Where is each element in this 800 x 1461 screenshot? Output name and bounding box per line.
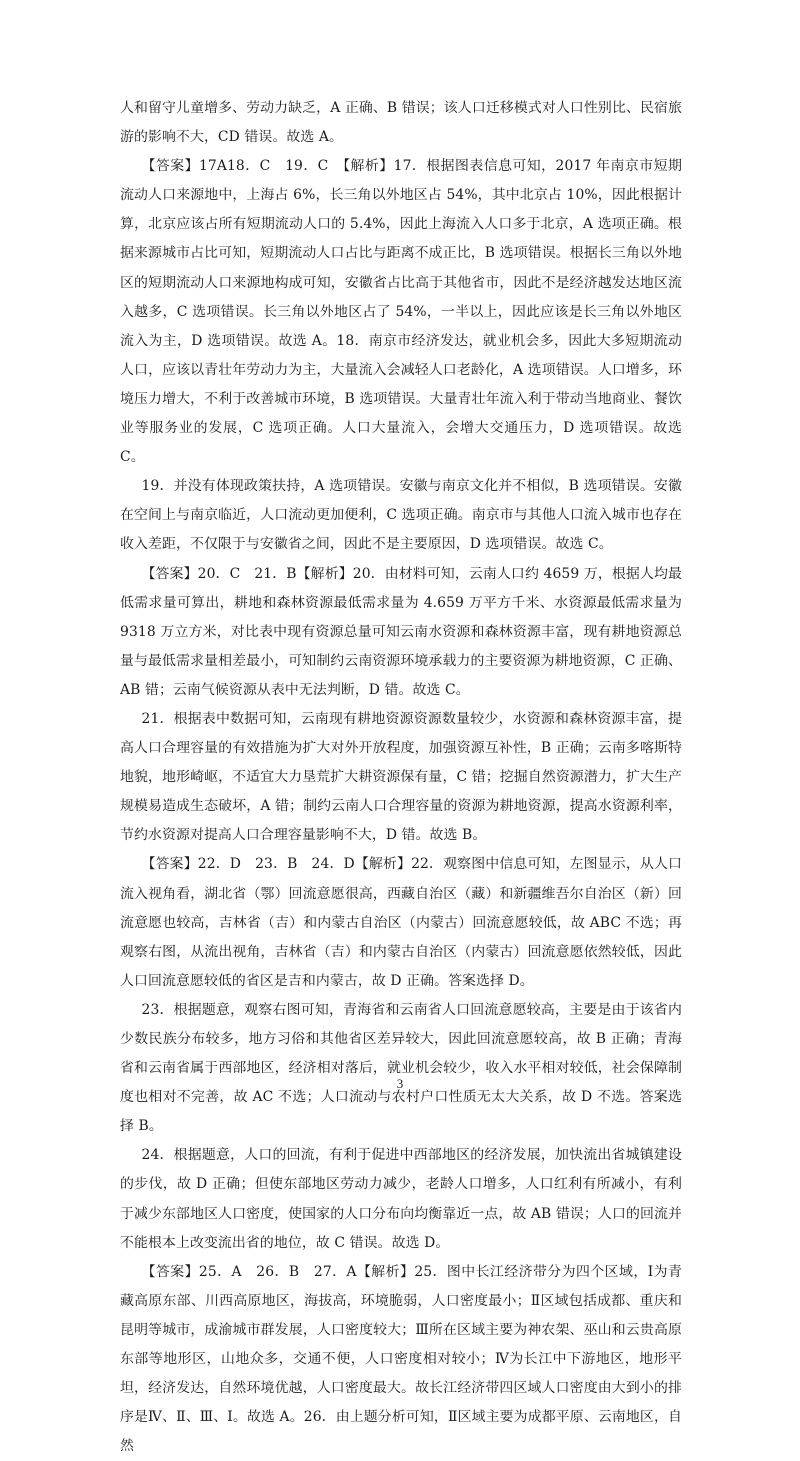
paragraph: 【答案】25．A 26．B 27．A【解析】25．图中长江经济带分为四个区域，Ⅰ为青藏高原东部、川西高原地区，海拔高，环境脆弱，人口密度最小；Ⅱ区域包括成都、重庆和昆明等城市，成渝城市群发展，人口密度较大；Ⅲ所在区域主要为神农架、巫山和云贵高原东部等地形区，山地众多，交通不便，人口密度相对较小；Ⅳ为长江中下游地区，地形平坦，经济发达，自然环境优越，人口密度最大。故长江经济带四区域人口密度由大到小的排序是Ⅳ、Ⅱ、Ⅲ、Ⅰ。故选 A。26．由上题分析可知，Ⅱ区域主要为成都平原、云南地区，自然 [120,1263,682,1455]
paragraph: 【答案】20．C 21．B【解析】20．由材料可知，云南人口约 4659 万，根据人均最低需求量可算出，耕地和森林资源最低需求量为 4.659 万平方千米、水资源最低需求量为 9318 万立方米，对比表中现有资源总量可知云南水资源和森林资源丰富，现有耕地资源总量与最低需求量相差最小，可知制约云南资源环境承载力的主要资源为耕地资源，C 正确、AB 错；云南气候资源从表中无法判断，D 错。故选 C。 [120,565,682,698]
paragraph: 【答案】22．D 23．B 24．D【解析】22．观察图中信息可知，左图显示，从人口流入视角看，湖北省（鄂）回流意愿很高，西藏自治区（藏）和新疆维吾尔自治区（新）回流意愿也较高，吉林省（吉）和内蒙古自治区（内蒙古）回流意愿较低，故 ABC 不选；再观察右图，从流出视角，吉林省（吉）和内蒙古自治区（内蒙古）回流意愿依然较低，因此人口回流意愿较低的省区是吉和内蒙古，故 D 正确。答案选择 D。 [120,856,682,989]
paragraph: 24．根据题意，人口的回流，有利于促进中西部地区的经济发展，加快流出省城镇建设的步伐，故 D 正确；但使东部地区劳动力减少，老龄人口增多，人口红利有所减小，有利于减少东部地区人口密度，使国家的人口分布向均衡靠近一点，故 AB 错误；人口的回流并不能根本上改变流出省的地位，故 C 错误。故选 D。 [120,1147,682,1251]
page-number: 3 [396,1076,404,1091]
paragraph: 23．根据题意，观察右图可知，青海省和云南省人口回流意愿较高，主要是由于该省内少数民族分布较多，地方习俗和其他省区差异较大，因此回流意愿较高，故 B 正确；青海省和云南省属于西部地区，经济相对落后，就业机会较少，收入水平相对较低，社会保障制度也相对不完善，故 AC 不选；人口流动与农村户口性质无太大关系，故 D 不选。答案选择 B。 [120,1001,682,1135]
document-body [120,94,682,1461]
paragraph: 人和留守儿童增多、劳动力缺乏，A 正确、B 错误；该人口迁移模式对人口性别比、民宿旅游的影响不大，CD 错误。故选 A。 [120,100,682,146]
paragraph: 21．根据表中数据可知，云南现有耕地资源资源数量较少，水资源和森林资源丰富，提高人口合理容量的有效措施为扩大对外开放程度，加强资源互补性，B 正确；云南多喀斯特地貌，地形崎岖，不适宜大力垦荒扩大耕资源保有量，C 错；挖掘自然资源潜力，扩大生产规模易造成生态破坏，A 错；制约云南人口合理容量的资源为耕地资源，提高水资源利率，节约水资源对提高人口合理容量影响不大，D 错。故选 B。 [120,710,682,844]
paragraph: 19．并没有体现政策扶持，A 选项错误。安徽与南京文化并不相似，B 选项错误。安徽在空间上与南京临近，人口流动更加便利，C 选项正确。南京市与其他人口流入城市也存在收入差距，不仅限于与安徽省之间，因此不是主要原因，D 选项错误。故选 C。 [120,478,682,553]
paragraph: 【答案】17A18．C 19．C 【解析】17．根据图表信息可知，2017 年南京市短期流动人口来源地中，上海占 6%，长三角以外地区占 54%，其中北京占 10%，因此根据计算，北京应该占所有短期流动人口的 5.4%，因此上海流入人口多于北京，A 选项正确。根据来源城市占比可知，短期流动人口占比与距离不成正比，B 选项错误。根据长三角以外地区的短期流动人口来源地构成可知，安徽省占比高于其他省市，因此不是经济越发达地区流入越多，C 选项错误。长三角以外地区占了 54%，一半以上，因此应该是长三角以外地区流入为主，D 选项错误。故选 A。18．南京市经济发达，就业机会多，因此大多短期流动人口，应该以青壮年劳动力为主，大量流入会减轻人口老龄化，A 选项错误。人口增多，环境压力增大，不利于改善城市环境，B 选项错误。大量青壮年流入利于带动当地商业、餐饮业等服务业的发展，C 选项正确。人口大量流入，会增大交通压力，D 选项错误。故选 C。 [120,158,682,466]
